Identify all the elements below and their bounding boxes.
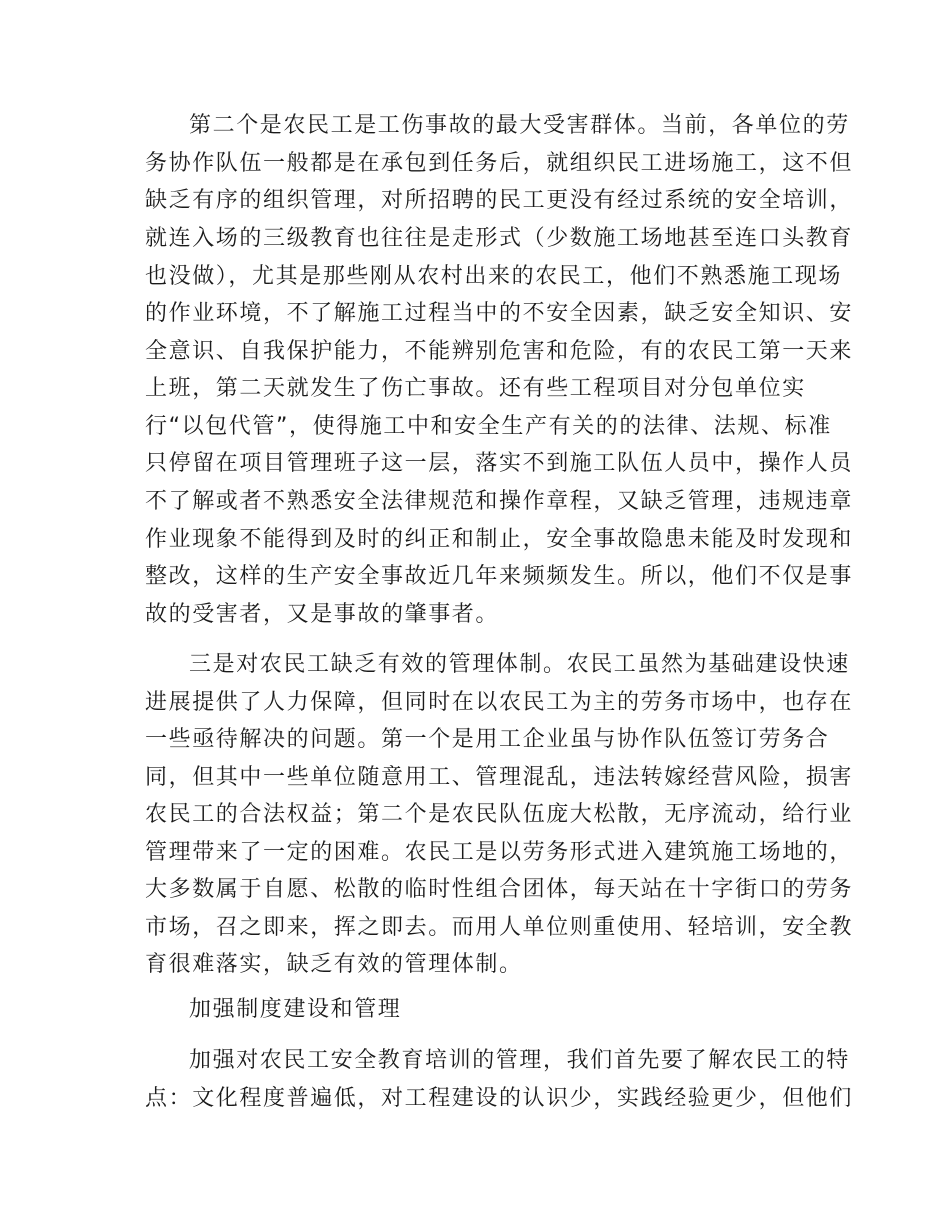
section-heading: 加强制度建设和管理	[189, 997, 402, 1022]
paragraph-2-line: 进展提供了人力保障，但同时在以农民工为主的劳务市场中，也存在	[145, 690, 854, 715]
paragraph-2-line: 同，但其中一些单位随意用工、管理混乱，违法转嫁经营风险，损害	[145, 765, 854, 790]
paragraph-3-line: 点：文化程度普遍低，对工程建设的认识少，实践经验更少，但他们	[145, 1086, 854, 1111]
paragraph-2-line: 大多数属于自愿、松散的临时性组合团体，每天站在十字街口的劳务	[145, 877, 854, 902]
paragraph-1-line: 第二个是农民工是工伤事故的最大受害群体。当前，各单位的劳	[189, 113, 850, 138]
paragraph-2-line: 农民工的合法权益；第二个是农民队伍庞大松散，无序流动，给行业	[145, 802, 854, 827]
paragraph-3-line: 加强对农民工安全教育培训的管理，我们首先要了解农民工的特	[189, 1048, 850, 1073]
paragraph-1-line: 上班，第二天就发生了伤亡事故。还有些工程项目对分包单位实	[145, 376, 806, 401]
paragraph-2-line: 市场，召之即来，挥之即去。而用人单位则重使用、轻培训，安全教	[145, 915, 854, 940]
paragraph-1-line: 作业现象不能得到及时的纠正和制止，安全事故隐患未能及时发现和	[145, 527, 854, 552]
paragraph-1-line: 务协作队伍一般都是在承包到任务后，就组织民工进场施工，这不但	[145, 151, 854, 176]
paragraph-2-line: 三是对农民工缺乏有效的管理体制。农民工虽然为基础建设快速	[189, 652, 850, 677]
paragraph-1-line: 行“以包代管”，使得施工中和安全生产有关的的法律、法规、标准	[145, 414, 832, 439]
paragraph-2-line: 一些亟待解决的问题。第一个是用工企业虽与协作队伍签订劳务合	[145, 727, 830, 752]
paragraph-1-line: 不了解或者不熟悉安全法律规范和操作章程，又缺乏管理，违规违章	[145, 489, 854, 514]
paragraph-2-line: 育很难落实，缺乏有效的管理体制。	[145, 952, 523, 977]
paragraph-1-line: 全意识、自我保护能力，不能辨别危害和危险，有的农民工第一天来	[145, 339, 854, 364]
paragraph-1-line: 缺乏有序的组织管理，对所招聘的民工更没有经过系统的安全培训，	[145, 188, 854, 213]
paragraph-1-line: 的作业环境，不了解施工过程当中的不安全因素，缺乏安全知识、安	[145, 301, 854, 326]
paragraph-1-line: 整改，这样的生产安全事故近几年来频频发生。所以，他们不仅是事	[145, 564, 854, 589]
paragraph-1-line: 故的受害者，又是事故的肇事者。	[145, 602, 500, 627]
paragraph-1-line: 就连入场的三级教育也往往是走形式（少数施工场地甚至连口头教育	[145, 226, 854, 251]
paragraph-1-line: 也没做），尤其是那些刚从农村出来的农民工，他们不熟悉施工现场	[145, 264, 843, 289]
paragraph-2-line: 管理带来了一定的困难。农民工是以劳务形式进入建筑施工场地的，	[145, 840, 854, 865]
paragraph-1-line: 只停留在项目管理班子这一层，落实不到施工队伍人员中，操作人员	[145, 451, 854, 476]
